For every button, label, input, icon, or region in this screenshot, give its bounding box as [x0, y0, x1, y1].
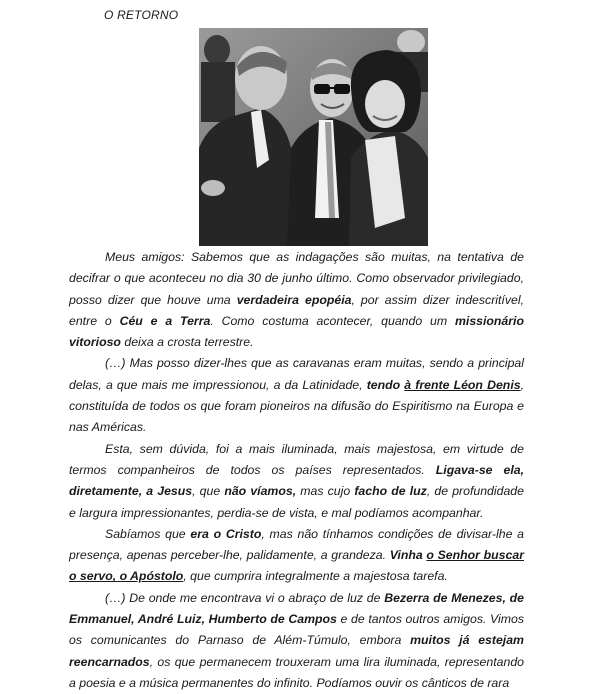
text-run: , os que permanecem trouxeram uma lira iluminada, representando a poesia e a música permanentes do infinito. Podíamos ouvir os cânticos de rara — [69, 654, 524, 690]
text-run: era o Cristo — [190, 526, 262, 541]
paragraph — [69, 439, 524, 524]
text-run: Sabíamos que — [105, 526, 191, 541]
text-run: , mas não tínhamos condições de divisar-lhe a presença, apenas perceber-lhe, palidamente, a grandeza. — [69, 526, 524, 563]
text-run: Vinha — [389, 548, 427, 563]
paragraph — [69, 588, 524, 694]
text-run: missionário vitorioso — [69, 313, 524, 350]
text-run: Esta, sem dúvida, foi a mais iluminada, mais majestosa, em virtude de termos companheiros de todos os países representados. — [69, 441, 524, 477]
text-run: , por assim dizer indescritível, entre o — [69, 292, 524, 328]
text-run: , que — [192, 484, 225, 499]
text-run: Céu e a Terra — [119, 313, 211, 328]
paragraph — [69, 524, 524, 588]
paragraph — [69, 247, 524, 353]
page-title: O RETORNO — [104, 8, 179, 22]
text-run: . Como costuma acontecer, quando um — [210, 313, 455, 328]
text-run: , que cumprira integralmente a majestosa tarefa. — [183, 569, 448, 584]
text-run: e de tantos outros amigos. Vimos os comunicantes do Parnaso de Além-Túmulo, embora — [69, 612, 524, 648]
photograph — [199, 28, 428, 246]
text-run: , constituída de todos os que foram pioneiros na difusão do Espiritismo na Europa e nas Américas. — [69, 377, 524, 435]
text-run: Meus amigos: Sabemos que as indagações são muitas, na tentativa de decifrar o que aconteceu no dia 30 de junho último. Como observador privilegiado, posso dizer que houve uma — [69, 250, 524, 307]
text-run: o Senhor buscar o servo, o Apóstolo — [69, 548, 524, 584]
text-run: não víamos, — [224, 484, 297, 499]
text-run: deixa a crosta terrestre. — [120, 335, 254, 350]
text-run: Bezerra de Menezes, de Emmanuel, André Luiz, Humberto de Campos — [69, 590, 524, 627]
text-run: mas cujo — [296, 484, 355, 499]
text-run: verdadeira epopéia — [236, 292, 352, 307]
text-run: à frente Léon Denis — [404, 377, 521, 392]
text-run: tendo — [366, 377, 405, 392]
text-run: (…) Mas posso dizer-lhes que as caravanas eram muitas, sendo a principal delas, a que mais me impressionou, a da Latinidade, — [69, 356, 524, 392]
text-run: Ligava-se ela, diretamente, a Jesus — [69, 462, 524, 499]
text-run: facho de luz — [354, 484, 427, 499]
text-run: , de profundidade e largura impressionantes, perdia-se de vista, e mal podíamos acompanhar. — [69, 484, 524, 520]
text-run: (…) De onde me encontrava vi o abraço de luz de — [105, 590, 385, 605]
document-body — [69, 247, 524, 694]
paragraph — [69, 353, 524, 438]
text-run: muitos já estejam reencarnados — [69, 633, 524, 669]
